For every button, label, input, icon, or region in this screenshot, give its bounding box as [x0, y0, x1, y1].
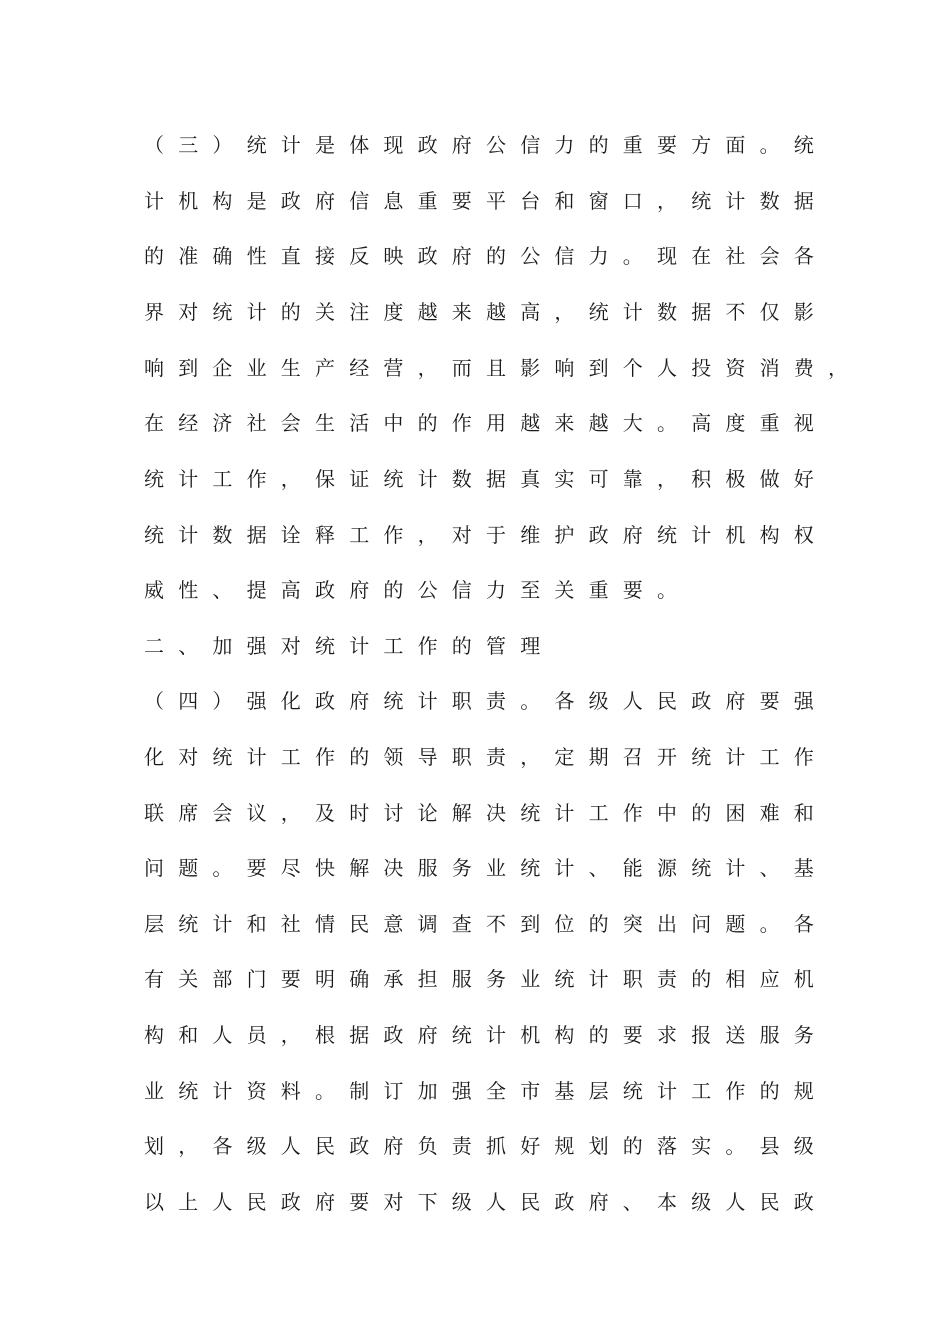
paragraph-4-line-10: 以上人民政府要对下级人民政府、本级人民政 — [144, 1190, 828, 1214]
paragraph-3-line-3: 的准确性直接反映政府的公信力。现在社会各 — [144, 244, 828, 268]
paragraph-3-line-9: 威性、提高政府的公信力至关重要。 — [144, 578, 692, 602]
paragraph-3-line-7: 统计工作，保证统计数据真实可靠，积极做好 — [144, 467, 828, 491]
paragraph-3-line-4: 界对统计的关注度越来越高，统计数据不仅影 — [144, 300, 828, 324]
paragraph-4-line-7: 构和人员，根据政府统计机构的要求报送服务 — [144, 1023, 828, 1047]
paragraph-3-line-2: 计机构是政府信息重要平台和窗口，统计数据 — [144, 189, 828, 213]
paragraph-3-line-6: 在经济社会生活中的作用越来越大。高度重视 — [144, 411, 828, 435]
paragraph-4-line-1: （四）强化政府统计职责。各级人民政府要强 — [144, 689, 828, 713]
paragraph-3-line-5: 响到企业生产经营，而且影响到个人投资消费， — [144, 356, 863, 380]
paragraph-3-line-1: （三）统计是体现政府公信力的重要方面。统 — [144, 133, 828, 157]
paragraph-4-line-3: 联席会议，及时讨论解决统计工作中的困难和 — [144, 801, 828, 825]
section-heading: 二、加强对统计工作的管理 — [144, 634, 555, 658]
paragraph-3-line-8: 统计数据诠释工作，对于维护政府统计机构权 — [144, 523, 828, 547]
paragraph-4-line-9: 划，各级人民政府负责抓好规划的落实。县级 — [144, 1134, 828, 1158]
paragraph-4-line-8: 业统计资料。制订加强全市基层统计工作的规 — [144, 1079, 828, 1103]
paragraph-4-line-2: 化对统计工作的领导职责，定期召开统计工作 — [144, 745, 828, 769]
paragraph-4-line-6: 有关部门要明确承担服务业统计职责的相应机 — [144, 967, 828, 991]
paragraph-4-line-4: 问题。要尽快解决服务业统计、能源统计、基 — [144, 856, 828, 880]
paragraph-4-line-5: 层统计和社情民意调查不到位的突出问题。各 — [144, 912, 828, 936]
